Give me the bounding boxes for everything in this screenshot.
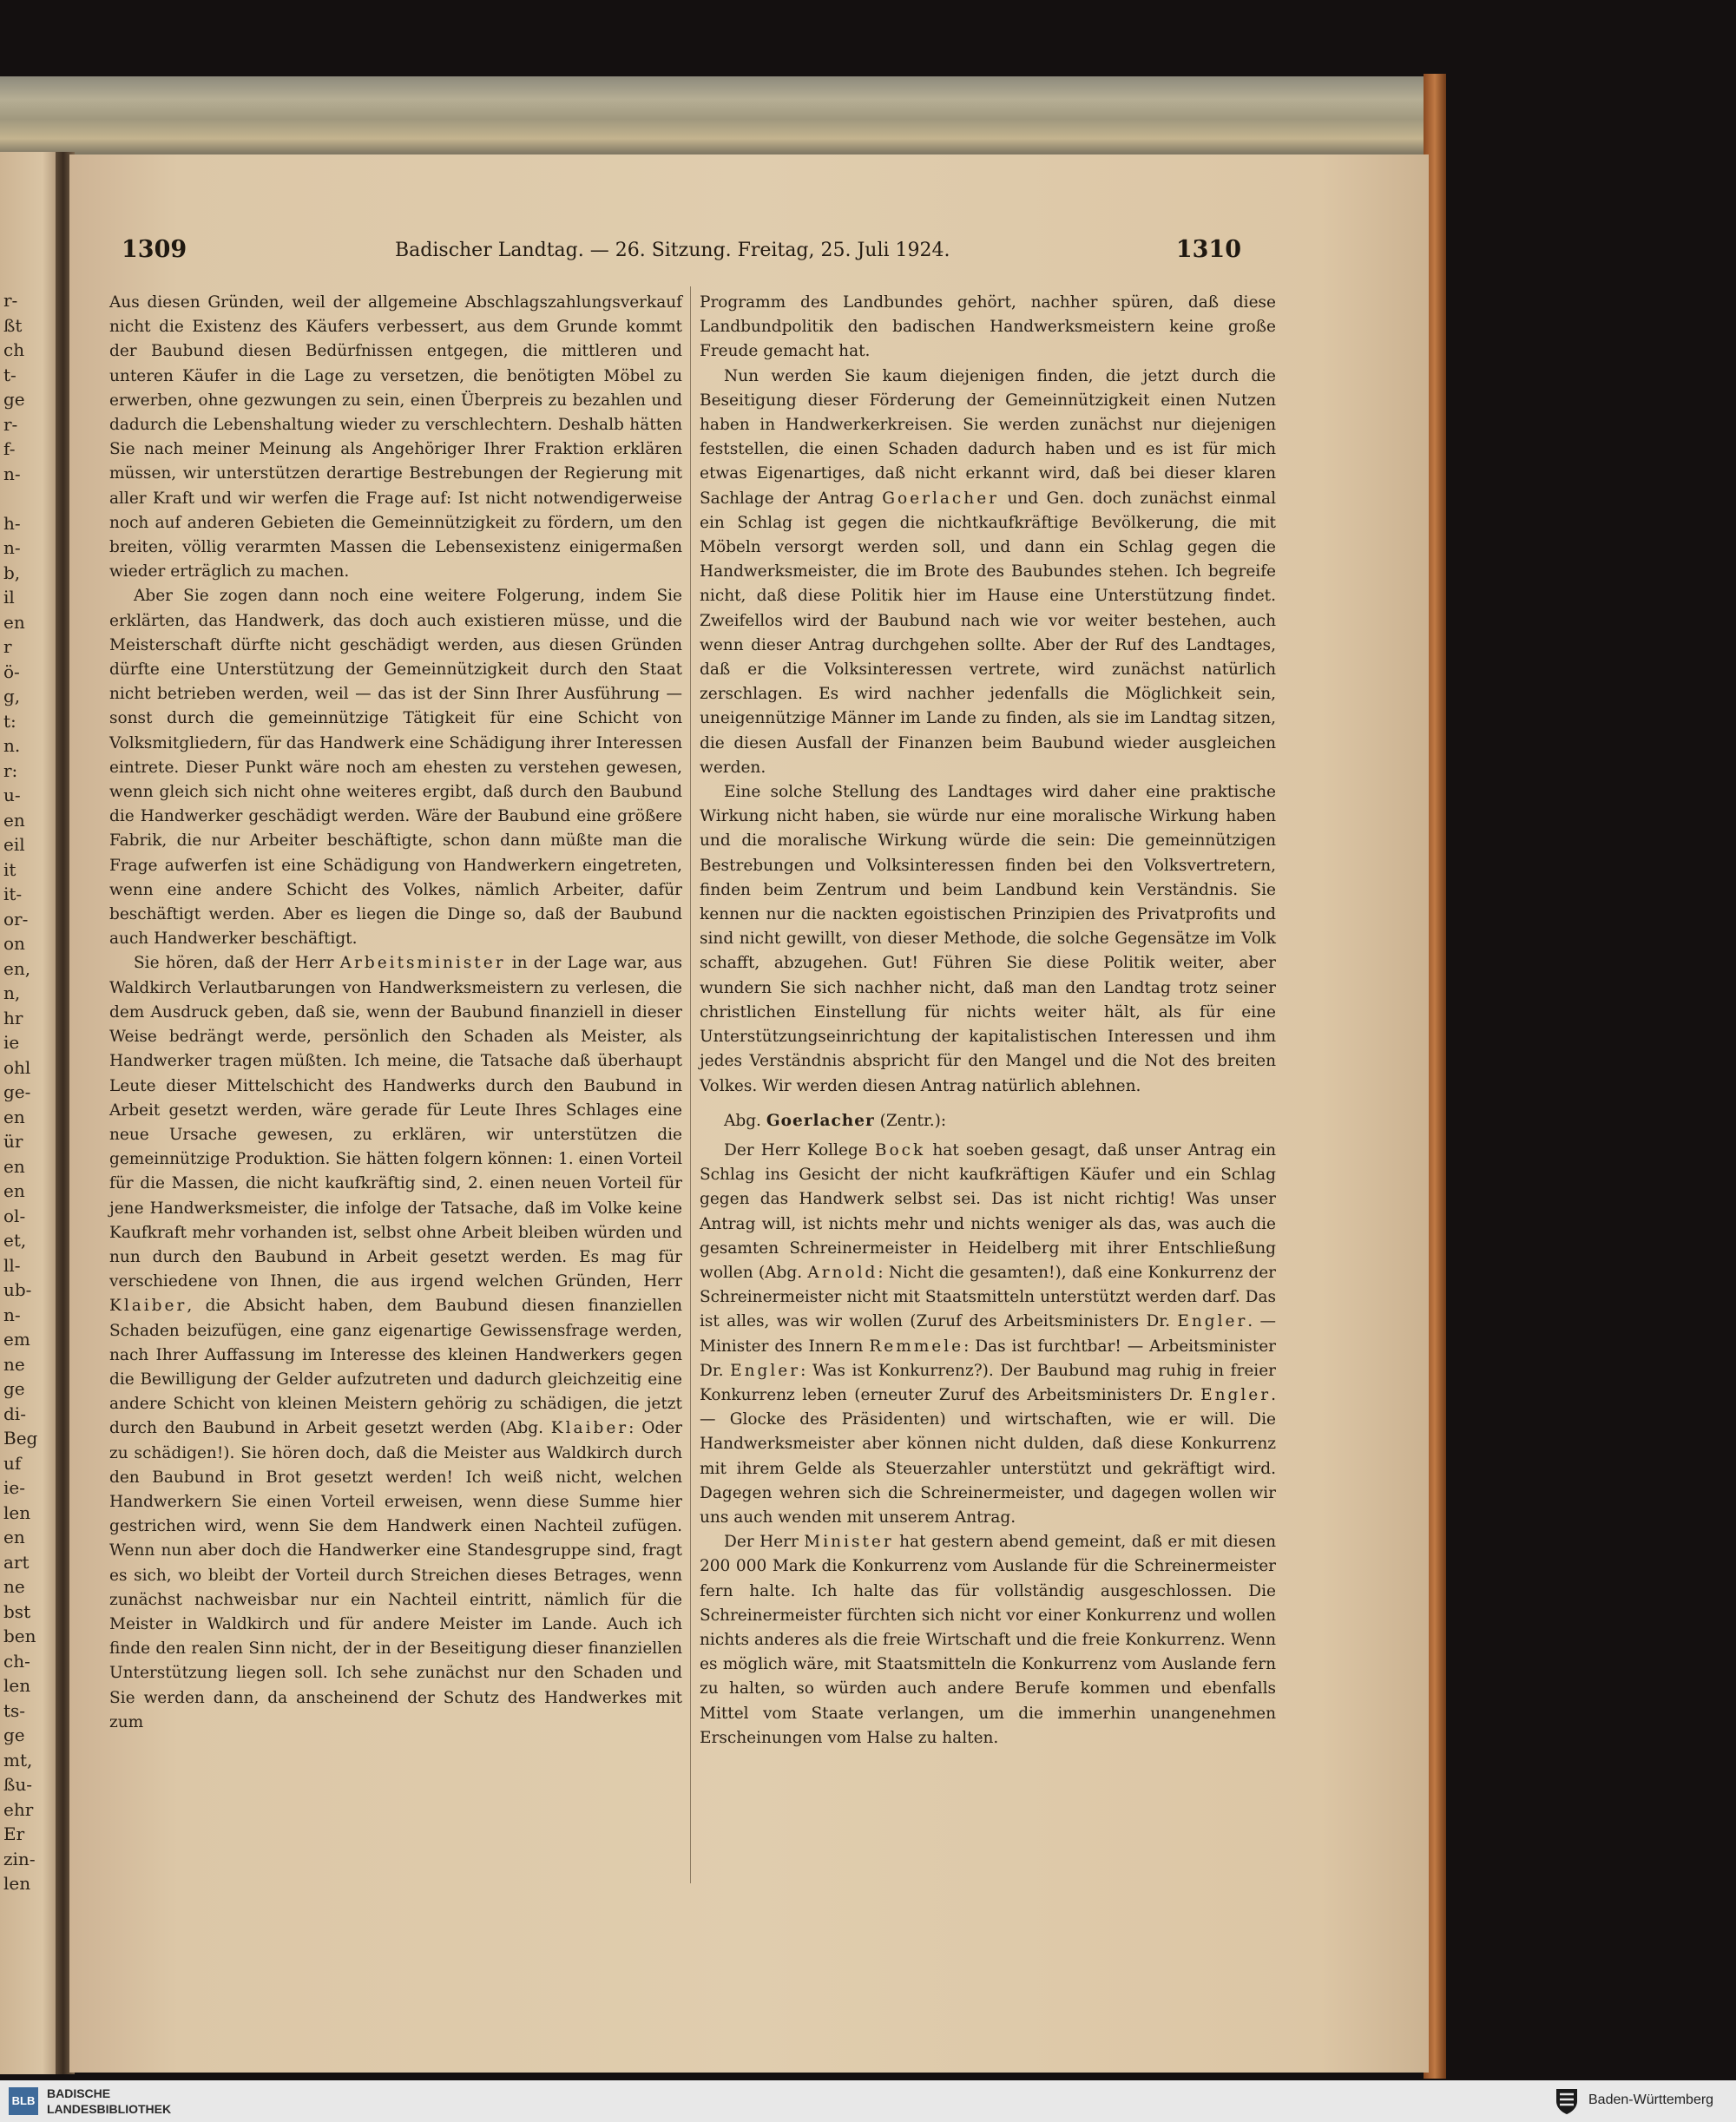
left-page-fragment: en, xyxy=(3,957,31,979)
left-page-fragment: n- xyxy=(3,463,21,484)
left-page-fragment: en xyxy=(3,1155,25,1177)
viewer-footer xyxy=(0,2080,1736,2122)
left-page-fragment: en xyxy=(3,1180,25,1201)
spaced-name: Klaiber xyxy=(550,1419,629,1438)
left-page-fragment: ßu- xyxy=(3,1774,32,1795)
left-page-fragment: di- xyxy=(3,1403,26,1424)
left-page-fragment: len xyxy=(3,1675,31,1696)
left-page-fragment: bst xyxy=(3,1600,31,1622)
page-number-left: 1309 xyxy=(122,236,187,263)
left-page-fragment: ne xyxy=(3,1576,25,1597)
left-page-fragment: ge xyxy=(3,1725,25,1745)
left-page-fragment: r- xyxy=(3,290,18,311)
left-page-fragment: ol- xyxy=(3,1205,26,1226)
left-page-fragment: h- xyxy=(3,512,21,534)
left-page-fragment: n, xyxy=(3,982,21,1003)
left-page-fragment: ohl xyxy=(3,1056,31,1078)
blb-logo-icon[interactable]: BLB xyxy=(9,2087,38,2115)
left-page-fragment: et, xyxy=(3,1230,27,1251)
state-name[interactable]: Baden-Württemberg xyxy=(1588,2092,1714,2107)
left-page-fragment: art xyxy=(3,1551,30,1573)
left-page-fragment: ts- xyxy=(3,1699,26,1721)
left-page-fragment: r- xyxy=(3,413,18,435)
left-page-fragment: em xyxy=(3,1329,30,1350)
left-page-fragment: ll- xyxy=(3,1254,21,1276)
left-page-fragment: n. xyxy=(3,735,21,756)
paragraph: Sie hören, daß der Herr Arbeitsminister in der Lage war, aus Waldkirch Verlautbarungen von Handwerksmeistern zu verlesen, die dem Ausdruck geben, daß sie, wenn der Baubund finanziell in dieser Weise bedrängt werde, persönlich den Schaden als Meister, als Handwerker tragen müßten. Ich meine, die Tatsache daß überhaupt Leute dieser Mittelschicht des Handwerks durch den Baubund in Arbeit gesetzt werden, wäre gerade für Leute Ihres Schlages eine neue Ursache gewesen, zu erklären, wir unterstützen die gemeinnützige Produktion. Sie hätten folgern können: 1. einen Vorteil für die Massen, die nicht kaufkräftig sind, 2. einen neuen Vorteil für jene Handwerksmeister, die infolge der Tatsache, daß im Volke keine Kaufkraft mehr vorhanden ist, selbst ohne Arbeit bleiben würden und nun durch den Baubund in Arbeit gesetzt werden. Es mag für verschiedene von Ihnen, die aus irgend welchen Gründen, Herr Klaiber, die Absicht haben, dem Baubund diesen finanziellen Schaden beizufügen, eine ganz eigenartige Gewissensfrage werden, nach Ihrer Auffassung im Interesse des kleinen Handwerkers gegen die Bewilligung der Gelder aufzutreten und dadurch gleichzeitig eine andere Schicht von kleinen Meistern gehörig zu schädigen, die jetzt durch den Baubund in Arbeit gesetzt werden (Abg. Klaiber: Oder zu schädigen!). Sie hören doch, daß die Meister aus Waldkirch durch den Baubund in Brot gesetzt werden! Ich weiß nicht, welchen Handwerkern Sie einen Vorteil erweisen, wenn diese Summe hier gestrichen wird, wenn Sie dem Handwerk einen Nachteil zufügen. Wenn nun aber doch die Handwerker eine Standesgruppe sind, fragt es sich, wo bleibt der Vorteil durch Streichen dieses Betrages, wenn zunächst nachweisbar nur ein Nachteil eintritt, nämlich für die Meister in Waldkirch und für andere Meister im Lande. Auch ich finde den realen Sinn nicht, der in der Beseitigung dieser finanziellen Unterstützung liegen soll. Ich sehe zunächst nur den Schaden und Sie werden dann, da anscheinend der Schutz des Handwerkes mit zum xyxy=(109,954,682,1731)
left-page-fragment: ge- xyxy=(3,1081,31,1102)
left-page-fragment: en xyxy=(3,1106,25,1127)
left-page-fragment: ben xyxy=(3,1626,36,1646)
paragraph: Programm des Landbundes gehört, nachher spüren, daß diese Landbundpolitik den badischen Handwerksmeistern keine große Freude gemacht hat. xyxy=(700,293,1276,361)
left-page-fragment: len xyxy=(3,1501,31,1523)
left-page-fragment: it- xyxy=(3,884,23,904)
paragraph: Nun werden Sie kaum diejenigen finden, die jetzt durch die Beseitigung dieser Förderung der Gemeinnützigkeit einen Nutzen haben in Handwerkerkreisen. Sie werden zunächst nur diejenigen feststellen, die einen Schaden dadurch haben und es ist für mich etwas Eigenartiges, daß nicht erkannt wird, daß bei dieser klaren Sachlage der Antrag Goerlacher und Gen. doch zunächst einmal ein Schlag ist gegen die nichtkaufkräftige Bevölkerung, die mit Möbeln versorgt werden soll, und dann ein Schlag gegen die Handwerksmeister, die im Brote des Baubundes stehen. Ich begreife nicht, daß diese Politik hier im Hause eine Unterstützung findet. Zweifellos wird der Baubund nach wie vor weiter bestehen, auch wenn dieser Antrag durchgehen sollte. Aber der Ruf des Landtages, daß er die Volksinteressen vertrete, wird zunächst natürlich zerschlagen. Es wird nachher jedenfalls die Möglichkeit sein, uneigennützige Männer im Lande zu finden, als sie im Landtag sitzen, die diesen Ausfall der Finanzen beim Baubund wieder ausgleichen werden. xyxy=(700,366,1276,777)
left-page-fragment: f- xyxy=(3,438,16,459)
left-page-fragment: r xyxy=(3,636,12,657)
left-page-fragment: ie- xyxy=(3,1477,25,1498)
left-page-fragment: u- xyxy=(3,785,21,805)
left-page-fragment: zin- xyxy=(3,1848,36,1869)
left-page-fragment: on xyxy=(3,933,25,954)
speaker-heading: Abg. Goerlacher (Zentr.): xyxy=(724,1111,947,1130)
left-page-fragment: b, xyxy=(3,562,21,583)
left-page-fragment: en xyxy=(3,611,25,633)
left-page-fragment: ßt xyxy=(3,314,23,336)
left-page-fragment: it xyxy=(3,858,16,880)
baden-wuerttemberg-crest-icon xyxy=(1554,2087,1580,2115)
paragraph: Aber Sie zogen dann noch eine weitere Folgerung, indem Sie erklärten, das Handwerk, das doch auch existieren müsse, und die Meisterschaft dürfte nicht geschädigt werden, aus diesen Gründen dürfte eine Unterstützung der Gemeinnützigkeit durch den Staat nicht betrieben werden, weil — das ist der Sinn Ihrer Ausführung — sonst durch die gemeinnützige Tätigkeit für eine Schicht von Volksmitgliedern, für das Handwerk eine Schädigung ihrer Interessen eintrete. Dieser Punkt wäre noch am ehesten zu verstehen gewesen, wenn gleich sich nicht ohne weiteres ergibt, daß durch den Baubund die Handwerker geschädigt werden. Wäre der Baubund eine größere Fabrik, die nur Arbeiter beschäftigte, schon dann müßte man die Frage aufwerfen ist eine Schädigung von Handwerkern eingetreten, wenn eine andere Schicht des Volkes, nämlich Arbeiter, dafür beschäftigt werden. Aber es liegen die Dinge so, daß der Baubund auch Handwerker beschäftigt. xyxy=(109,587,682,949)
running-head xyxy=(122,236,1241,271)
left-page-fragment: ch xyxy=(3,339,25,360)
left-page-fragment: ub- xyxy=(3,1279,32,1300)
left-page-fragment: ne xyxy=(3,1353,25,1375)
column-divider xyxy=(690,286,691,1883)
left-page-fragment: t- xyxy=(3,364,16,385)
left-page-fragment: ö- xyxy=(3,660,20,682)
left-page-fragment: il xyxy=(3,587,15,608)
text-column-left xyxy=(109,291,682,1735)
left-page-fragment: g, xyxy=(3,686,21,706)
page-number-right: 1310 xyxy=(1175,236,1241,263)
left-page-fragment: mt, xyxy=(3,1749,33,1771)
left-page-fragment: eil xyxy=(3,834,25,855)
running-head-title: Badischer Landtag. — 26. Sitzung. Freitag, 25. Juli 1924. xyxy=(395,240,950,261)
left-page-fragment: n- xyxy=(3,1304,21,1325)
left-page-fragment: ie xyxy=(3,1032,20,1053)
spaced-name: Klaiber xyxy=(109,1297,187,1316)
left-page-fragment: en xyxy=(3,1527,25,1547)
left-page-fragment: uf xyxy=(3,1452,22,1474)
left-page-fragment: t: xyxy=(3,710,16,732)
left-page-fragment: ür xyxy=(3,1131,23,1152)
left-page-fragment: len xyxy=(3,1873,31,1894)
left-facing-page xyxy=(0,152,61,2074)
left-page-fragment: r: xyxy=(3,759,18,781)
text-column-right xyxy=(700,291,1276,1751)
left-page-fragment: en xyxy=(3,809,25,831)
paragraph: Eine solche Stellung des Landtages wird daher eine praktische Wirkung nicht haben, sie würde nur eine moralische Wirkung haben und die moralische Wirkung würde die sein: Die gemeinnützigen Bestrebungen und Volksinteressen finden bei den Volksvertretern, finden beim Zentrum und beim Landbund kein Verständnis. Sie kennen nur die nackten egoistischen Prinzipien des Privatprofits und sind nicht gewillt, von dieser Methode, die solche Gegensätze im Volk schafft, abzugehen. Gut! Führen Sie diese Politik weiter, aber wundern Sie sich nachher nicht, daß man den Landtag trotz seiner christlichen Einstellung für nichts weiter hält, als für eine Unterstützungseinrichtung der kapitalistischen Interessen und ihm jedes Verständnis abspricht für den Mangel und die Not des breiten Volkes. Wir werden diesen Antrag natürlich ablehnen. xyxy=(700,783,1276,1095)
paragraph: Aus diesen Gründen, weil der allgemeine Abschlagszahlungsverkauf nicht die Existenz des Käufers verbessert, aus dem Grunde kommt der Baubund diesen Bedürfnissen entgegen, die mittleren und unteren Käufer in die Lage zu versetzen, die benötigten Möbel zu erwerben, ohne gezwungen zu sein, einen Überpreis zu bezahlen und dadurch die Lebenshaltung wieder zu verschlechtern. Deshalb hätten Sie nach meiner Meinung als Angehöriger Ihrer Fraktion erklären müssen, wir unterstützen derartige Bestrebungen der Regierung mit aller Kraft und wir werfen die Frage auf: Ist nicht notwendigerweise noch auf anderen Gebieten die Gemeinnützigkeit zu fördern, um den breiten, völlig verarmten Massen die Lebensexistenz einigermaßen wieder erträglich zu machen. xyxy=(109,293,682,581)
left-page-fragment: Er xyxy=(3,1823,25,1844)
left-page-fragment: ge xyxy=(3,1378,25,1399)
left-page-fragment: ge xyxy=(3,389,25,410)
left-page-fragment: or- xyxy=(3,908,29,930)
left-page-fragment: ehr xyxy=(3,1798,34,1820)
paragraph: Der Herr Kollege Bock hat soeben gesagt, daß unser Antrag ein Schlag ins Gesicht der nicht kaufkräftigen Käufer und ein Schlag gegen das Handwerk selbst sei. Das ist nicht richtig! Was unser Antrag will, ist nichts mehr und nichts weniger als das, was auch die gesamten Schreinermeister in Heidelberg mit ihrer Entschließung wollen (Abg. Arnold: Nicht die gesamten!), daß eine Konkurrenz der Schreinermeister nicht mit Staatsmitteln unterstützt werden darf. Das ist alles, was wir wollen (Zuruf des Arbeitsministers Dr. Engler. — Minister des Innern Remmele: Das ist furchtbar! — Arbeitsminister Dr. Engler: Was ist Konkurrenz?). Der Baubund mag ruhig in freier Konkurrenz leben (erneuter Zuruf des Arbeitsministers Dr. Engler. — Glocke des Präsidenten) und wirtschaften, wie er will. Die Handwerksmeister aber können nicht dulden, daß diese Konkurrenz mit ihrem Gelde als Steuerzahler unterstützt und gekräftigt wird. Dagegen wehren sich die Schreinermeister, und dagegen wollen wir uns auch wenden mit unserem Antrag. xyxy=(700,1140,1277,1527)
paragraph: Der Herr Minister hat gestern abend gemeint, daß er mit diesen 200 000 Mark die Konkurrenz vom Auslande für die Schreinermeister fern halte. Ich halte das für vollständig ausgeschlossen. Die Schreinermeister fürchten sich nicht vor einer Konkurrenz und wollen nichts anderes als die freie Wirtschaft und die freie Konkurrenz. Wenn es möglich wäre, mit Staatsmitteln die Konkurrenz vom Auslande fern zu halten, so würden auch andere Berufe kommen und ebenfalls Mittel vom Staate verlangen, um die immerhin unangenehmen Erscheinungen vom Halse zu halten. xyxy=(700,1533,1276,1747)
book-page-stack xyxy=(0,76,1432,154)
left-page-fragment: hr xyxy=(3,1007,23,1028)
left-page-fragment: Beg xyxy=(3,1428,38,1449)
library-name[interactable]: BADISCHE LANDESBIBLIOTHEK xyxy=(47,2086,172,2116)
spaced-name: Arbeitsminister xyxy=(339,954,506,973)
left-page-fragment: n- xyxy=(3,537,21,558)
left-page-fragment: ch- xyxy=(3,1650,30,1672)
spaced-name: Goerlacher xyxy=(882,489,999,508)
